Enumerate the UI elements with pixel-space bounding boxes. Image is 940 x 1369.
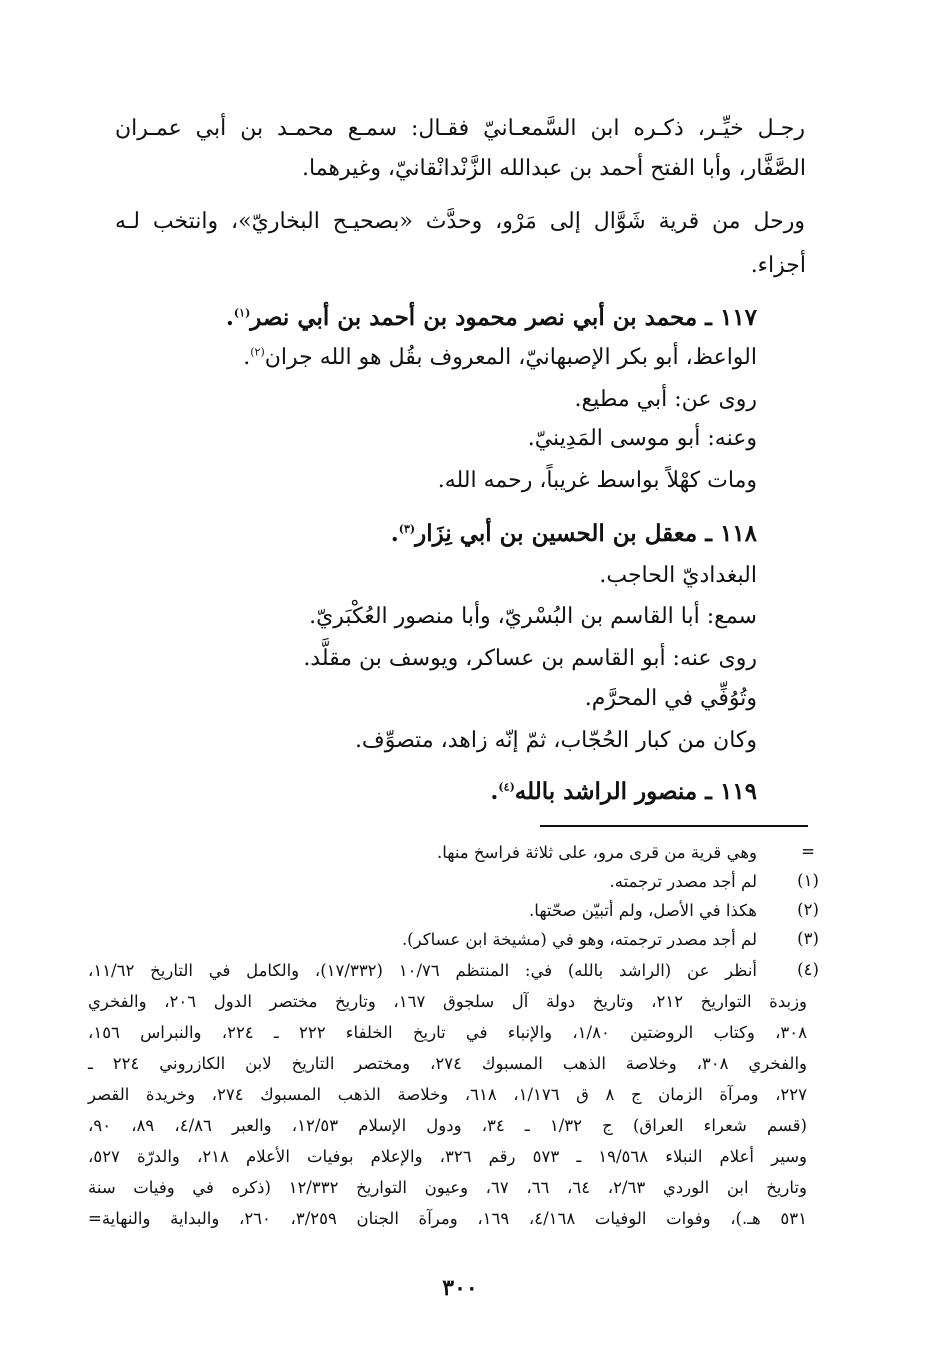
entry-heading-text: ١١٨ ـ معقل بن الحسين بن أبي نِزَار: [415, 520, 757, 547]
footnote-4-continuation: وزبدة التواريخ ٢١٢، وتاريخ دولة آل سلجوق ١٦٧، وتاريخ مختصر الدول ٢٠٦، والفخري: [88, 992, 808, 1011]
paragraph-2-line-2: أجزاء.: [750, 253, 806, 278]
footnote-4-continuation: وسير أعلام النبلاء ١٩/٥٦٨ ـ ٥٧٣ رقم ٣٢٦، والإعلام بوفيات الأعلام ٢١٨، والدرّة ٥٢٧،: [88, 1147, 807, 1166]
entry-117-line: ومات كهْلاً بواسط غريباً، رحمه الله.: [437, 468, 757, 493]
footnote-text: أنظر عن (الراشد بالله) في: المنتظم ١٠/٧٦ (١٧/٣٣٢)، والكامل في التاريخ ١١/٦٢،: [88, 961, 757, 980]
footnote-4-continuation: وتاريخ ابن الوردي ٢/٦٣، ٦٤، ٦٦، ٦٧، وعيون التواريخ ١٢/٣٣٢ (ذكره في وفيات سنة: [88, 1178, 807, 1197]
footnote-separator: [540, 825, 808, 827]
footnote-mark: (٢): [797, 900, 819, 919]
entry-117-line: وعنه: أبو موسى المَدِينيّ.: [527, 426, 757, 451]
footnote-4-continuation: (قسم شعراء العراق) ج ١/٣٢ ـ ٣٤، ودول الإسلام ١٢/٥٣، والعبر ٤/٨٦، ٨٩، ٩٠،: [88, 1116, 807, 1135]
entry-118-line: وكان من كبار الحُجّاب، ثمّ إنّه زاهد، متصوِّف.: [354, 728, 757, 753]
footnote-text: وهي قرية من قرى مرو، على ثلاثة فراسخ منها.: [436, 843, 757, 862]
paragraph-2-line-1: ورحل من قرية شَوَّال إلى مَرْو، وحدَّث «بصحيـح البخاريّ»، وانتخب لـه: [115, 209, 805, 234]
paragraph-1-line-1: رجـل خيِّـر، ذكـره ابن السَّمعـانيّ فقـال: سمـع محمـد بن أبي عمـران: [115, 116, 805, 141]
entry-117-heading: ١١٧ ـ محمد بن أبي نصر محمود بن أحمد بن أبي نصر$^{(١)}$.: [225, 304, 757, 331]
footnote-4-continuation: والفخري ٣٠٨، وخلاصة الذهب المسبوك ٢٧٤، ومختصر التاريخ لابن الكازروني ٢٢٤ ـ: [88, 1054, 807, 1073]
footnote-mark: =: [801, 842, 815, 861]
footnote-4-continuation: ٢٢٧، ومرآة الزمان ج ٨ ق ١/١٧٦، ٦١٨، وخلاصة الذهب المسبوك ٢٧٤، وخريدة القصر: [88, 1085, 807, 1104]
footnote-ref: (٢): [250, 345, 265, 359]
footnote-mark: (٣): [797, 929, 819, 948]
entry-118-line: وتُوُفِّي في المحرَّم.: [584, 686, 757, 711]
entry-118-heading: ١١٨ ـ معقل بن الحسين بن أبي نِزَار$^{(٣)}$.: [390, 520, 757, 547]
footnote-text: هكذا في الأصل، ولم أتبيّن صحّتها.: [529, 901, 757, 920]
entry-118-line: روى عنه: أبو القاسم بن عساكر، ويوسف بن مقلَّد.: [303, 646, 757, 671]
entry-heading-text: ١١٧ ـ محمد بن أبي نصر محمود بن أحمد بن أبي نصر: [250, 304, 757, 331]
entry-119-heading: ١١٩ ـ منصور الراشد بالله$^{(٤)}$.: [490, 778, 757, 805]
footnote-ref: (١): [233, 306, 251, 320]
footnote-ref: (٤): [498, 780, 515, 794]
entry-line-tail: .: [243, 345, 251, 370]
entry-118-line: سمع: أبا القاسم بن البُسْريّ، وأبا منصور العُكْبَريّ.: [309, 604, 757, 629]
footnote-ref: (٣): [398, 522, 416, 536]
entry-line-text: الواعظ، أبو بكر الإصبهانيّ، المعروف بقُل هو الله جران: [264, 345, 757, 370]
footnote-4-continuation: ٣٠٨، وكتاب الروضتين ١/٨٠، والإنباء في تاريخ الخلفاء ٢٢٢ ـ ٢٢٤، والنبراس ١٥٦،: [88, 1023, 808, 1042]
entry-117-line: [243, 342, 757, 374]
footnote-text: لم أجد مصدر ترجمته.: [609, 872, 757, 891]
entry-heading-text: ١١٩ ـ منصور الراشد بالله: [514, 778, 757, 805]
paragraph-1-line-2: الصَّفَّار، وأبا الفتح أحمد بن عبدالله الزَّنْدانْقانيّ، وغيرهما.: [302, 156, 806, 181]
footnote-text: لم أجد مصدر ترجمته، وهو في (مشيخة ابن عساكر).: [401, 930, 757, 949]
entry-117-line: روى عن: أبي مطيع.: [574, 387, 757, 412]
footnote-mark: (١): [797, 871, 819, 890]
footnote-4-continuation: ٥٣١ هـ.)، وفوات الوفيات ٤/١٦٨، ١٦٩، ومرآة الجنان ٣/٢٥٩، ٢٦٠، والبداية والنهاية=: [88, 1209, 807, 1228]
footnote-mark: (٤): [797, 960, 819, 979]
page-number: ٣٠٠: [442, 1275, 478, 1301]
entry-118-line: البغداديّ الحاجب.: [599, 563, 757, 588]
